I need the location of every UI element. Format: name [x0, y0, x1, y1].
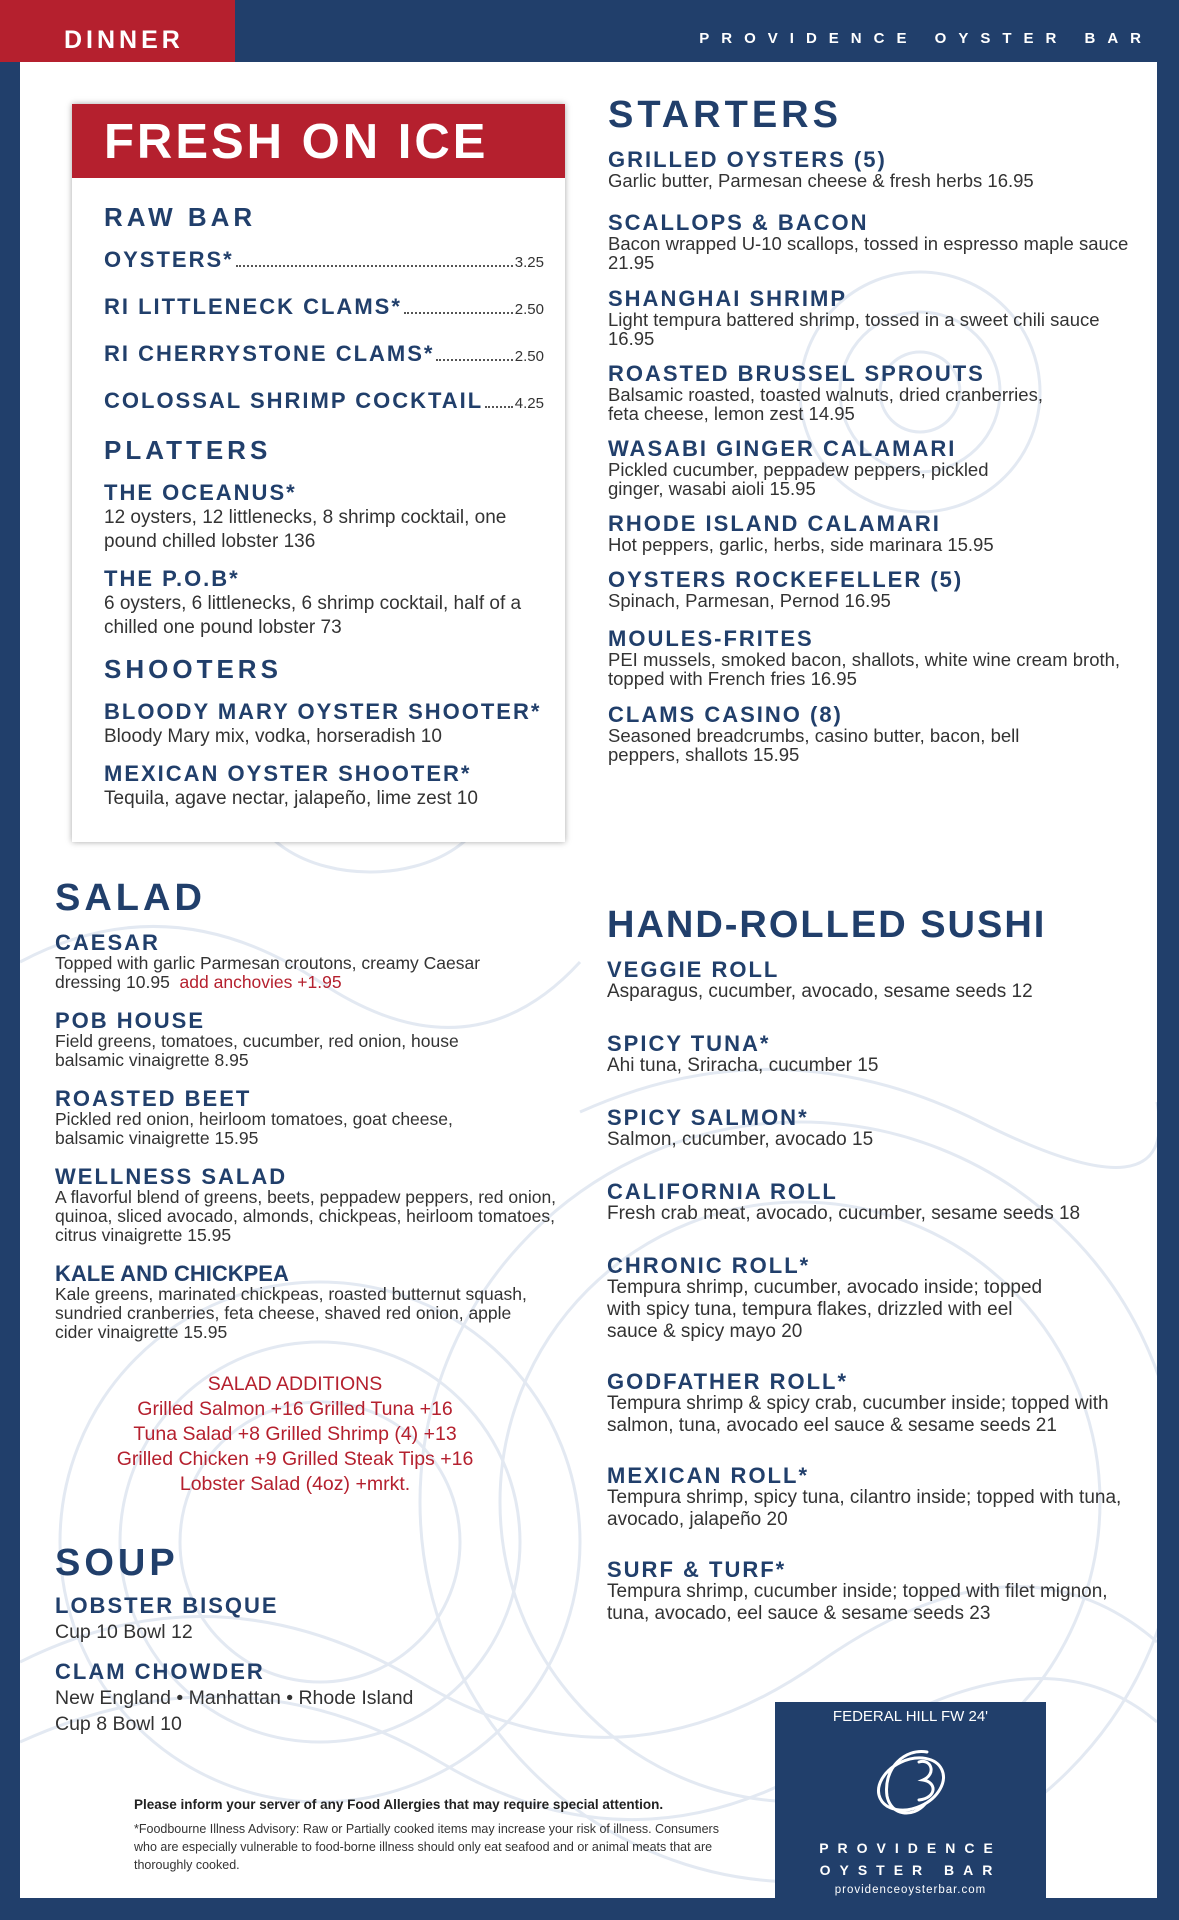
sushi-name: VEGGIE ROLL — [607, 957, 780, 982]
sushi-desc: Asparagus, cucumber, avocado, sesame seeds 12 — [607, 981, 1033, 1002]
salad-item — [55, 1088, 575, 1148]
sushi-title: HAND-ROLLED SUSHI — [607, 904, 1047, 946]
allergy-notice — [134, 1797, 734, 1874]
starter-item — [608, 704, 1148, 764]
salad-addition-line: Lobster Salad (4oz) +mrkt. — [179, 1473, 411, 1495]
sushi-desc: Ahi tuna, Sriracha, cucumber 15 — [607, 1055, 879, 1076]
raw-bar-item-price: 4.25 — [514, 395, 544, 412]
logo-box — [775, 1702, 1046, 1898]
logo-name-line2: OYSTER BAR — [819, 1862, 1002, 1878]
raw-bar-item-name: COLOSSAL SHRIMP COCKTAIL — [104, 388, 484, 413]
platter-name: THE P.O.B* — [104, 566, 240, 591]
caesar-desc-text: Topped with garlic Parmesan croutons, creamy Caesar dressing 10.95 — [55, 953, 481, 992]
raw-bar-item-name: OYSTERS* — [104, 247, 234, 272]
soup-item — [55, 1661, 575, 1737]
shooter-name: MEXICAN OYSTER SHOOTER* — [104, 761, 472, 786]
soup-desc: Cup 8 Bowl 10 — [55, 1713, 182, 1735]
salad-addition-line: Grilled Chicken +9 Grilled Steak Tips +16 — [116, 1448, 474, 1470]
salad-desc — [55, 954, 545, 992]
starter-item — [608, 628, 1148, 688]
starter-desc: Seasoned breadcrumbs, casino butter, bacon, bell peppers, shallots 15.95 — [608, 725, 1020, 765]
starters-title: STARTERS — [608, 94, 842, 136]
soup-desc: New England • Manhattan • Rhode Island — [55, 1687, 414, 1709]
shooters-title: SHOOTERS — [104, 654, 282, 684]
sushi-desc: Tempura shrimp & spicy crab, cucumber inside; topped with salmon, tuna, avocado eel sauce & sesame seeds 21 — [607, 1393, 1109, 1436]
soup-item — [55, 1595, 575, 1645]
salad-additions — [60, 1372, 530, 1497]
raw-bar-item-name: RI CHERRYSTONE CLAMS* — [104, 341, 435, 366]
starter-item — [608, 569, 1148, 610]
raw-bar-item — [104, 294, 544, 320]
starter-desc: Pickled cucumber, peppadew peppers, pickled ginger, wasabi aioli 15.95 — [608, 459, 989, 499]
salad-name: ROASTED BEET — [55, 1086, 252, 1111]
logo-name-line1: PROVIDENCE — [819, 1840, 1002, 1856]
soup-name: CLAM CHOWDER — [55, 1659, 265, 1684]
starter-name: RHODE ISLAND CALAMARI — [608, 511, 941, 536]
raw-bar-item — [104, 388, 544, 414]
platters-title: PLATTERS — [104, 435, 272, 465]
shooter-desc: Bloody Mary mix, vodka, horseradish 10 — [104, 726, 442, 747]
platter-item — [104, 480, 544, 554]
starter-item — [608, 513, 1148, 554]
menu-sheet — [20, 62, 1157, 1898]
platter-desc: 12 oysters, 12 littlenecks, 8 shrimp cocktail, one pound chilled lobster 136 — [104, 507, 507, 552]
starter-name: CLAMS CASINO (8) — [608, 702, 843, 727]
salad-desc: Pickled red onion, heirloom tomatoes, goat cheese, balsamic vinaigrette 15.95 — [55, 1109, 453, 1148]
salad-name: WELLNESS SALAD — [55, 1164, 288, 1189]
raw-bar-item-price: 2.50 — [514, 348, 544, 365]
platter-desc: 6 oysters, 6 littlenecks, 6 shrimp cocktail, half of a chilled one pound lobster 73 — [104, 593, 522, 638]
allergy-text: Please inform your server of any Food Allergies that may require special attention. — [134, 1797, 664, 1812]
platter-item — [104, 566, 544, 640]
salad-name: POB HOUSE — [55, 1008, 206, 1033]
sushi-name: CALIFORNIA ROLL — [607, 1179, 838, 1204]
starter-item — [608, 438, 1148, 498]
website-url: providenceoysterbar.com — [834, 1884, 987, 1896]
starter-name: SCALLOPS & BACON — [608, 210, 869, 235]
sushi-item — [607, 959, 1152, 1003]
salad-item — [55, 1166, 575, 1245]
starter-desc: Garlic butter, Parmesan cheese & fresh herbs 16.95 — [608, 170, 1034, 191]
advisory-text: *Foodbourne Illness Advisory: Raw or Partially cooked items may increase your risk of illness. Consumers who are especially vulnerable to food-borne illness should only eat seafood and or animal meats that are thoroughly cooked. — [134, 1822, 719, 1872]
raw-bar-item — [104, 247, 544, 273]
starter-name: MOULES-FRITES — [608, 626, 814, 651]
starter-item — [608, 212, 1148, 272]
salad-desc: Field greens, tomatoes, cucumber, red onion, house balsamic vinaigrette 8.95 — [55, 1031, 459, 1070]
starter-item — [608, 288, 1148, 348]
sushi-item — [607, 1107, 1152, 1151]
sushi-name: MEXICAN ROLL* — [607, 1463, 809, 1488]
sushi-name: SURF & TURF* — [607, 1557, 787, 1582]
shooter-name: BLOODY MARY OYSTER SHOOTER* — [104, 699, 542, 724]
raw-bar-item — [104, 341, 544, 367]
salad-item — [55, 1263, 575, 1342]
soup-name: LOBSTER BISQUE — [55, 1593, 279, 1618]
salad-name: KALE AND CHICKPEA — [55, 1261, 289, 1286]
dot-leader — [485, 406, 513, 408]
caesar-addon: add anchovies +1.95 — [179, 972, 342, 992]
sushi-name: CHRONIC ROLL* — [607, 1253, 811, 1278]
starter-desc: Spinach, Parmesan, Pernod 16.95 — [608, 590, 891, 611]
dot-leader — [404, 312, 513, 314]
fresh-on-ice-box — [72, 104, 565, 842]
starter-item — [608, 363, 1148, 423]
top-banner — [0, 0, 1179, 62]
salad-title: SALAD — [55, 877, 206, 919]
sushi-desc: Tempura shrimp, cucumber, avocado inside; topped with spicy tuna, tempura flakes, drizzled with eel sauce & spicy mayo 20 — [607, 1277, 1043, 1342]
salad-addition-line: Grilled Salmon +16 Grilled Tuna +16 — [137, 1398, 453, 1420]
sushi-name: GODFATHER ROLL* — [607, 1369, 849, 1394]
soup-desc: Cup 10 Bowl 12 — [55, 1621, 193, 1643]
dot-leader — [436, 359, 512, 361]
starter-desc: Light tempura battered shrimp, tossed in a sweet chili sauce 16.95 — [608, 309, 1100, 349]
salad-desc: Kale greens, marinated chickpeas, roasted butternut squash, sundried cranberries, feta cheese, shaved red onion, apple cider vinaigrette 15.95 — [55, 1284, 527, 1342]
shooter-item — [104, 761, 544, 811]
sushi-desc: Fresh crab meat, avocado, cucumber, sesame seeds 18 — [607, 1203, 1081, 1224]
starters-section — [608, 94, 1148, 764]
sushi-desc: Tempura shrimp, cucumber inside; topped with filet mignon, tuna, avocado, eel sauce & sesame seeds 23 — [607, 1581, 1108, 1624]
raw-bar-title: RAW BAR — [104, 202, 257, 232]
sushi-name: SPICY TUNA* — [607, 1031, 771, 1056]
salad-desc: A flavorful blend of greens, beets, peppadew peppers, red onion, quinoa, sliced avocado, almonds, chickpeas, heirloom tomatoes, citrus vinaigrette 15.95 — [55, 1187, 557, 1245]
sushi-item — [607, 1255, 1152, 1343]
raw-bar-item-name: RI LITTLENECK CLAMS* — [104, 294, 402, 319]
brand-header: PROVIDENCE OYSTER BAR — [699, 30, 1153, 47]
platter-name: THE OCEANUS* — [104, 480, 297, 505]
starter-name: WASABI GINGER CALAMARI — [608, 436, 957, 461]
shooter-item — [104, 699, 544, 749]
starter-name: OYSTERS ROCKEFELLER (5) — [608, 567, 964, 592]
sushi-name: SPICY SALMON* — [607, 1105, 809, 1130]
sushi-desc: Salmon, cucumber, avocado 15 — [607, 1129, 874, 1150]
raw-bar-item-price: 2.50 — [514, 301, 544, 318]
starter-desc: PEI mussels, smoked bacon, shallots, white wine cream broth, topped with French fries 16.95 — [608, 649, 1121, 689]
sushi-item — [607, 1181, 1152, 1225]
salad-item — [55, 1010, 575, 1070]
sushi-desc: Tempura shrimp, spicy tuna, cilantro inside; topped with tuna, avocado, jalapeño 20 — [607, 1487, 1122, 1530]
starter-item — [608, 149, 1148, 190]
sushi-section — [607, 904, 1152, 1625]
sushi-item — [607, 1559, 1152, 1625]
monogram-logo-icon — [865, 1738, 957, 1826]
salad-name: CAESAR — [55, 930, 160, 955]
soup-section — [55, 1542, 575, 1737]
starter-name: SHANGHAI SHRIMP — [608, 286, 848, 311]
salad-addition-line: Tuna Salad +8 Grilled Shrimp (4) +13 — [133, 1423, 457, 1445]
salad-item — [55, 932, 575, 992]
starter-name: ROASTED BRUSSEL SPROUTS — [608, 361, 985, 386]
starter-name: GRILLED OYSTERS (5) — [608, 147, 887, 172]
menu-type-tab: DINNER — [0, 0, 235, 62]
sushi-item — [607, 1371, 1152, 1437]
starter-desc: Hot peppers, garlic, herbs, side marinara 15.95 — [608, 534, 994, 555]
dot-leader — [236, 265, 513, 267]
salad-section — [55, 877, 575, 1342]
salad-additions-title: SALAD ADDITIONS — [207, 1373, 383, 1395]
raw-bar-item-price: 3.25 — [514, 254, 544, 271]
location-tag: FEDERAL HILL FW 24' — [832, 1708, 989, 1725]
fresh-on-ice-title: FRESH ON ICE — [72, 104, 565, 178]
shooter-desc: Tequila, agave nectar, jalapeño, lime zest 10 — [104, 788, 478, 809]
soup-title: SOUP — [55, 1542, 179, 1584]
sushi-item — [607, 1465, 1152, 1531]
sushi-item — [607, 1033, 1152, 1077]
starter-desc: Balsamic roasted, toasted walnuts, dried cranberries, feta cheese, lemon zest 14.95 — [608, 384, 1043, 424]
starter-desc: Bacon wrapped U-10 scallops, tossed in espresso maple sauce 21.95 — [608, 233, 1129, 273]
